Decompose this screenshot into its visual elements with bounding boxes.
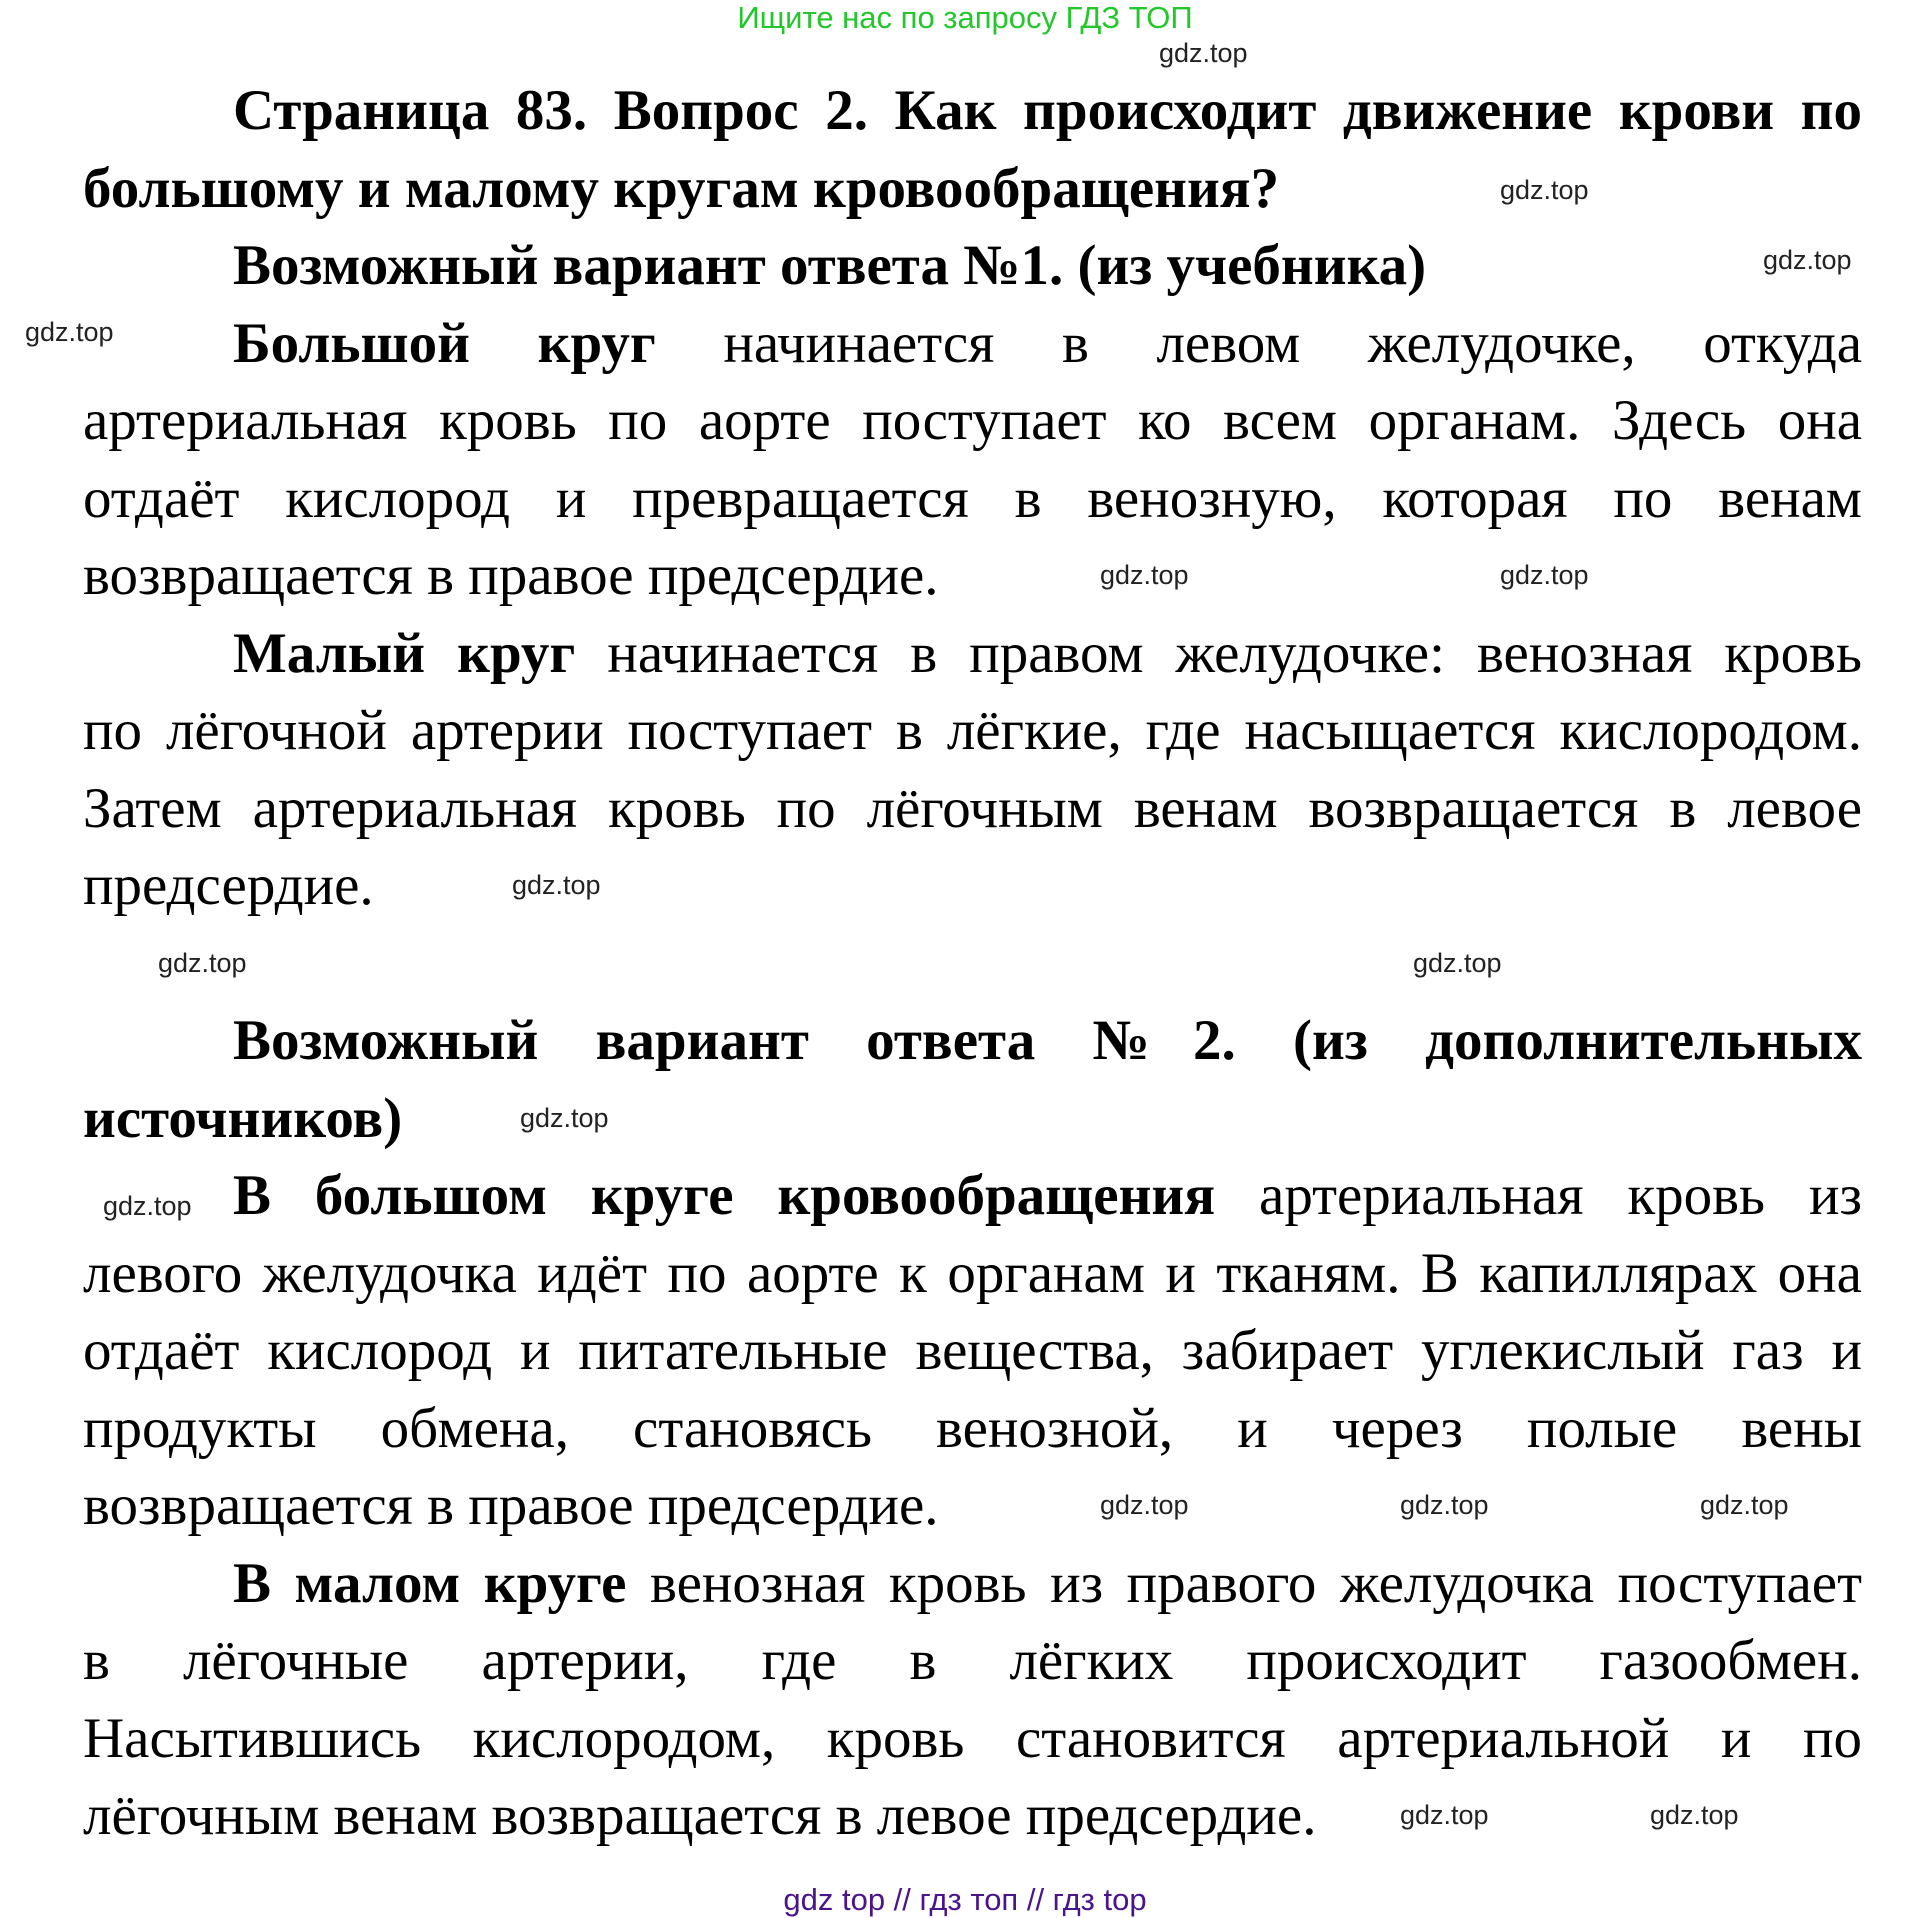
body-text: отдаёт кислород и питательные вещества, забирает углекислый газ и [83, 1319, 1862, 1382]
body-text: Насытившись кислородом, кровь становится артериальной и по [83, 1706, 1862, 1770]
watermark: gdz.top [1650, 1800, 1739, 1830]
text-line [83, 1622, 1862, 1700]
watermark: gdz.top [512, 870, 601, 900]
text-line [83, 770, 1862, 848]
bold-text: Страница 83. Вопрос 2. Как происходит движение крови по [233, 79, 1862, 142]
watermark: gdz.top [1413, 948, 1502, 978]
text-line [83, 305, 1862, 383]
text-line [83, 1312, 1862, 1390]
watermark: gdz.top [1500, 560, 1589, 590]
text-line [83, 1467, 1862, 1545]
body-text: предсердие. [83, 854, 374, 917]
text-line [83, 1080, 1862, 1158]
text-line [83, 1157, 1862, 1235]
bold-text: Малый круг [233, 621, 576, 685]
watermark: gdz.top [1763, 245, 1852, 275]
footer-promo: gdz top // гдз топ // гдз top [783, 1882, 1147, 1917]
body-text: по лёгочной артерии поступает в лёгкие, где насыщается кислородом. [83, 699, 1862, 762]
bold-text: В большом круге кровообращения [233, 1164, 1216, 1227]
text-line [83, 1002, 1862, 1080]
bold-text: Возможный вариант ответа №1. (из учебника) [233, 234, 1427, 297]
bold-text: Возможный вариант ответа №2. (из дополнительных [233, 1009, 1862, 1072]
watermark: gdz.top [520, 1103, 609, 1133]
text-line [83, 382, 1862, 460]
bold-text: Большой круг [233, 311, 656, 375]
watermark: gdz.top [103, 1191, 192, 1221]
body-text: венозная кровь из правого желудочка поступает [626, 1551, 1862, 1615]
bold-text: большому и малому кругам кровообращения? [83, 156, 1280, 220]
watermark: gdz.top [1500, 175, 1589, 205]
text-line [83, 1777, 1862, 1855]
bold-text: источников) [83, 1086, 403, 1150]
text-line [83, 72, 1862, 150]
body-text: начинается в правом желудочке: венозная кровь [575, 621, 1862, 685]
text-line [83, 1390, 1862, 1468]
watermark: gdz.top [1100, 560, 1189, 590]
watermark: gdz.top [25, 317, 114, 347]
body-text: Затем артериальная кровь по лёгочным венам возвращается в левое [83, 776, 1862, 840]
text-line [83, 1235, 1862, 1313]
body-text: артериальная кровь по аорте поступает ко всем органам. Здесь она [83, 389, 1862, 452]
text-line [83, 1700, 1862, 1778]
blank-line [83, 925, 1862, 1003]
body-text: лёгочным венам возвращается в левое предсердие. [83, 1784, 1317, 1847]
watermark: gdz.top [1400, 1490, 1489, 1520]
text-line [83, 537, 1862, 615]
text-line [83, 1545, 1862, 1623]
bold-text: В малом круге [233, 1551, 627, 1615]
body-text: продукты обмена, становясь венозной, и через полые вены [83, 1396, 1862, 1460]
text-line [83, 227, 1862, 305]
text-line [83, 460, 1862, 538]
search-promo-banner: Ищите нас по запросу ГДЗ ТОП [737, 0, 1193, 35]
body-text: начинается в левом желудочке, откуда [655, 311, 1862, 375]
watermark: gdz.top [1400, 1800, 1489, 1830]
text-line [83, 692, 1862, 770]
body-text: возвращается в правое предсердие. [83, 1474, 939, 1537]
watermark: gdz.top [1700, 1490, 1789, 1520]
body-text: артериальная кровь из [1215, 1164, 1862, 1227]
body-text: отдаёт кислород и превращается в венозную, которая по венам [83, 466, 1862, 530]
body-text: в лёгочные артерии, где в лёгких происходит газообмен. [83, 1629, 1862, 1692]
watermark: gdz.top [1159, 38, 1248, 68]
watermark: gdz.top [158, 948, 247, 978]
body-text: левого желудочка идёт по аорте к органам и тканям. В капиллярах она [83, 1241, 1862, 1305]
text-line [83, 150, 1862, 228]
text-line [83, 847, 1862, 925]
watermark: gdz.top [1100, 1490, 1189, 1520]
text-line [83, 615, 1862, 693]
body-text: возвращается в правое предсердие. [83, 544, 939, 607]
answer-document [83, 72, 1862, 1855]
